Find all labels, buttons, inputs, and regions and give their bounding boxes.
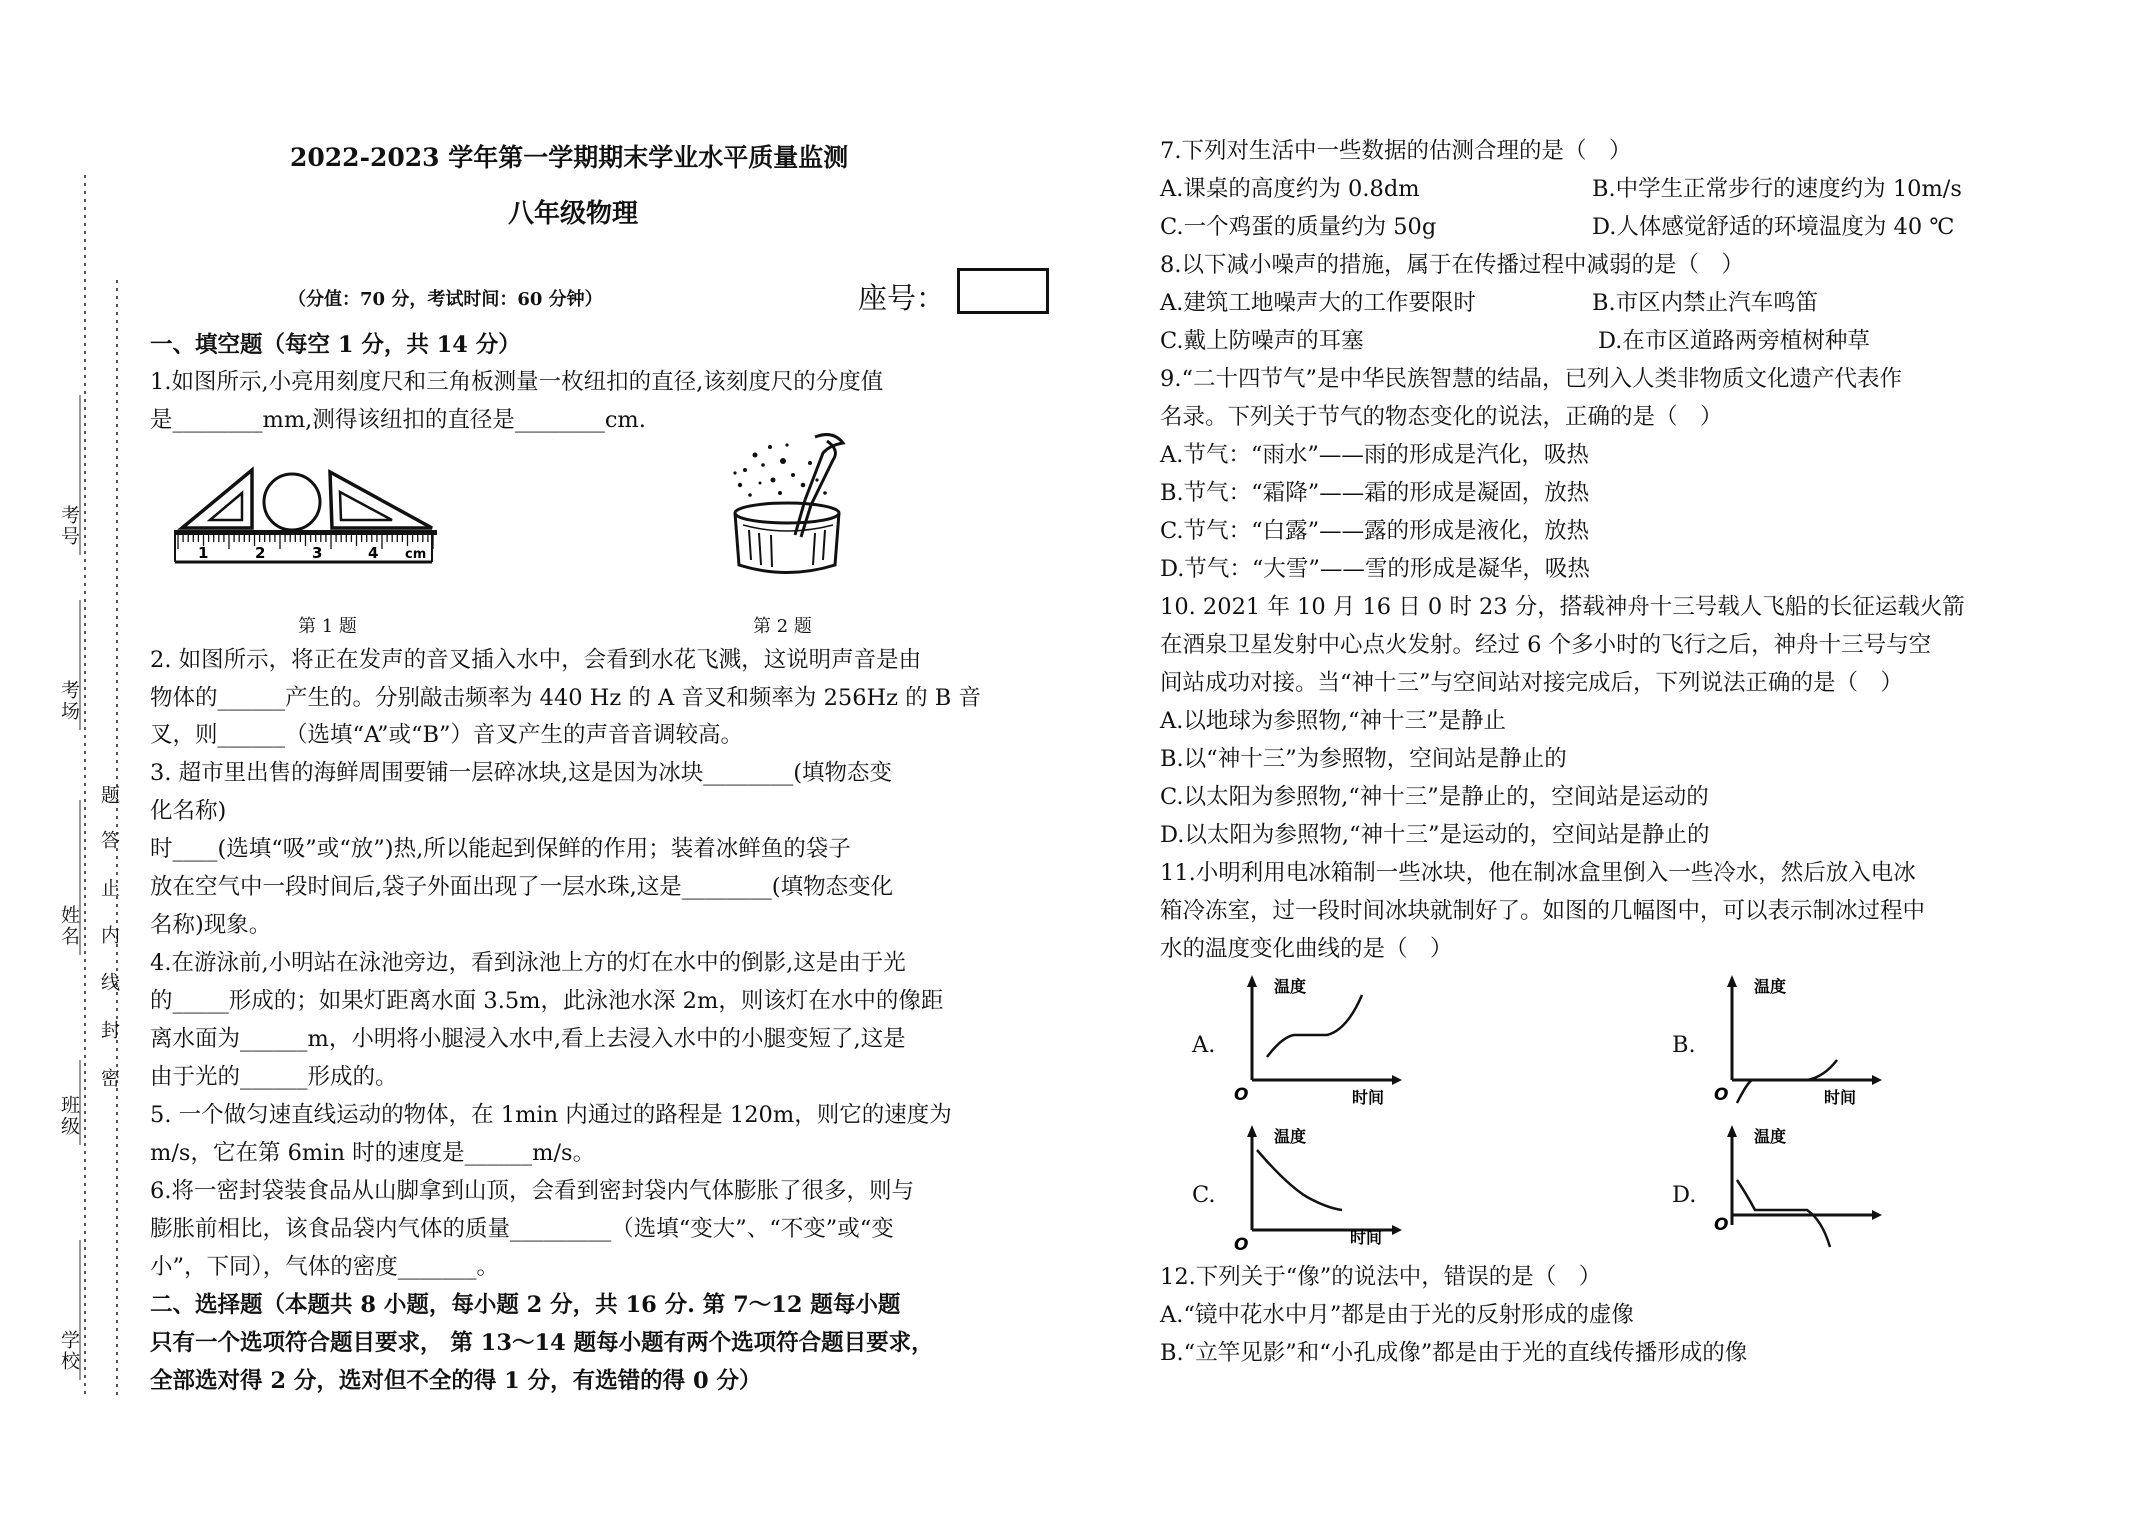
graph-option-label: B.	[1672, 1032, 1696, 1058]
option-text: B.以“神十三”为参照物，空间站是静止的	[1160, 746, 1567, 772]
seal-char: 线	[98, 972, 120, 993]
seal-char: 内	[98, 925, 120, 946]
option-text: D.节气：“大雪”——雪的形成是凝华，吸热	[1160, 556, 1590, 582]
option-text: A.“镜中花水中月”都是由于光的反射形成的虚像	[1160, 1302, 1634, 1328]
question-line: 名称)现象。	[150, 912, 272, 938]
margin-label-school: 学校	[58, 1330, 80, 1372]
graph-x-label: 时间	[1824, 1088, 1857, 1105]
ruler-tick-label: 4	[368, 544, 379, 562]
graph-b	[1712, 975, 1882, 1105]
question-line: 化名称)	[150, 798, 227, 824]
binding-lines	[0, 0, 150, 1517]
section-2-heading: 只有一个选项符合题目要求， 第 13～14 题每小题有两个选项符合题目要求，	[150, 1330, 934, 1356]
margin-label-exam-number: 考号	[58, 505, 80, 547]
option-text: C.一个鸡蛋的质量约为 50g	[1160, 214, 1437, 240]
graph-origin: O	[1714, 1085, 1729, 1105]
option-text: A.课桌的高度约为 0.8dm	[1160, 176, 1420, 202]
ruler-tick-label: 1	[198, 544, 209, 562]
question-line: 7.下列对生活中一些数据的估测合理的是（ ）	[1160, 138, 1632, 164]
option-text: C.以太阳为参照物,“神十三”是静止的，空间站是运动的	[1160, 784, 1709, 810]
graph-c	[1232, 1125, 1402, 1255]
seal-char: 止	[98, 878, 120, 899]
option-text: C.戴上防噪声的耳塞	[1160, 328, 1364, 354]
question-line: 物体的______产生的。分别敲击频率为 440 Hz 的 A 音叉和频率为 256Hz 的 B 音	[150, 685, 981, 711]
question-line: 5. 一个做匀速直线运动的物体，在 1min 内通过的路程是 120m，则它的速度为	[150, 1102, 952, 1128]
seal-char: 答	[98, 830, 120, 851]
option-text: C.节气：“白露”——露的形成是液化，放热	[1160, 518, 1590, 544]
option-text: A.以地球为参照物,“神十三”是静止	[1160, 708, 1507, 734]
figure-2-caption: 第 2 题	[753, 616, 812, 637]
seat-number-box[interactable]	[957, 268, 1049, 314]
graph-a	[1232, 975, 1402, 1105]
question-line: 的_____形成的；如果灯距离水面 3.5m，此泳池水深 2m，则该灯在水中的像距	[150, 988, 944, 1014]
seat-label: 座号：	[858, 281, 946, 315]
margin-label-class: 班级	[58, 1095, 80, 1137]
question-line: 3. 超市里出售的海鲜周围要铺一层碎冰块,这是因为冰块________(填物态变	[150, 760, 893, 786]
question-line: 在酒泉卫星发射中心点火发射。经过 6 个多小时的飞行之后，神舟十三号与空	[1160, 632, 1932, 658]
seal-char: 密	[98, 1068, 120, 1089]
figure-1-caption: 第 1 题	[298, 616, 357, 637]
graph-y-label: 温度	[1754, 977, 1787, 996]
question-line: 1.如图所示,小亮用刻度尺和三角板测量一枚纽扣的直径,该刻度尺的分度值	[150, 369, 884, 395]
question-line: 11.小明利用电冰箱制一些冰块，他在制冰盒里倒入一些冷水，然后放入电冰	[1160, 860, 1916, 886]
option-text: B.“立竿见影”和“小孔成像”都是由于光的直线传播形成的像	[1160, 1340, 1748, 1366]
ruler-tick-label: 2	[255, 544, 266, 562]
question-line: 8.以下减小噪声的措施，属于在传播过程中减弱的是（ ）	[1160, 252, 1744, 278]
question-line: 箱冷冻室，过一段时间冰块就制好了。如图的几幅图中，可以表示制冰过程中	[1160, 898, 1926, 924]
ruler-tick-label: 3	[312, 544, 323, 562]
option-text: D.以太阳为参照物,“神十三”是运动的，空间站是静止的	[1160, 822, 1710, 848]
question-line: 离水面为______m，小明将小腿浸入水中,看上去浸入水中的小腿变短了,这是	[150, 1026, 906, 1052]
graph-y-label: 温度	[1754, 1127, 1787, 1146]
question-line: 4.在游泳前,小明站在泳池旁边，看到泳池上方的灯在水中的倒影,这是由于光	[150, 950, 906, 976]
exam-subtitle: 八年级物理	[508, 199, 639, 229]
graph-option-label: D.	[1672, 1182, 1697, 1208]
margin-label-exam-room: 考场	[58, 680, 80, 722]
question-line: m/s，它在第 6min 时的速度是______m/s。	[150, 1140, 596, 1166]
question-line: 膨胀前相比，该食品袋内气体的质量_________（选填“变大”、“不变”或“变	[150, 1216, 894, 1242]
option-text: A.建筑工地噪声大的工作要限时	[1160, 290, 1476, 316]
option-text: D.在市区道路两旁植树种草	[1598, 328, 1870, 354]
graph-option-label: C.	[1192, 1182, 1216, 1208]
question-line: 12.下列关于“像”的说法中，错误的是（ ）	[1160, 1264, 1602, 1290]
question-line: 叉，则______（选填“A”或“B”）音叉产生的声音音调较高。	[150, 722, 743, 748]
graph-d	[1712, 1125, 1882, 1255]
question-line: 9.“二十四节气”是中华民族智慧的结晶，已列入人类非物质文化遗产代表作	[1160, 366, 1902, 392]
seal-char: 封	[98, 1020, 120, 1041]
option-text: A.节气：“雨水”——雨的形成是汽化，吸热	[1160, 442, 1589, 468]
option-text: B.中学生正常步行的速度约为 10m/s	[1592, 176, 1962, 202]
seal-char: 题	[98, 785, 120, 806]
graph-x-label: 时间	[1350, 1228, 1383, 1247]
ruler-unit-label: cm	[405, 547, 427, 562]
graph-y-label: 温度	[1274, 1127, 1307, 1146]
graph-x-label: 时间	[1352, 1088, 1385, 1105]
option-text: B.节气：“霜降”——霜的形成是凝固，放热	[1160, 480, 1590, 506]
question-line: 水的温度变化曲线的是（ ）	[1160, 936, 1453, 962]
question-line: 放在空气中一段时间后,袋子外面出现了一层水珠,这是________(填物态变化	[150, 874, 894, 900]
graph-origin: O	[1234, 1085, 1249, 1105]
graph-option-label: A.	[1192, 1032, 1216, 1058]
section-1-heading: 一、填空题（每空 1 分，共 14 分）	[150, 332, 521, 358]
question-line: 名录。下列关于节气的物态变化的说法，正确的是（ ）	[1160, 404, 1723, 430]
question-line: 6.将一密封袋装食品从山脚拿到山顶，会看到密封袋内气体膨胀了很多，则与	[150, 1178, 914, 1204]
question-line: 时____(选填“吸”或“放”)热,所以能起到保鲜的作用；装着冰鲜鱼的袋子	[150, 836, 851, 862]
graph-y-label: 温度	[1274, 977, 1307, 996]
question-line: 10. 2021 年 10 月 16 日 0 时 23 分，搭载神舟十三号载人飞船的长征运载火箭	[1160, 594, 1965, 620]
tuning-fork-figure	[715, 425, 865, 580]
section-2-heading: 二、选择题（本题共 8 小题，每小题 2 分，共 16 分. 第 7～12 题每小题	[150, 1292, 901, 1318]
graph-origin: O	[1234, 1235, 1249, 1255]
score-info: （分值：70 分，考试时间：60 分钟）	[288, 289, 603, 310]
question-line: 是________mm,测得该纽扣的直径是________cm.	[150, 407, 646, 433]
ruler-figure	[170, 450, 445, 570]
margin-label-name: 姓名	[58, 905, 80, 947]
exam-title: 2022-2023 学年第一学期期末学业水平质量监测	[290, 143, 849, 172]
question-line: 由于光的______形成的。	[150, 1064, 398, 1090]
question-line: 小”，下同），气体的密度_______。	[150, 1254, 500, 1280]
binding-margin	[0, 0, 150, 1517]
question-line: 间站成功对接。当“神十三”与空间站对接完成后，下列说法正确的是（ ）	[1160, 670, 1904, 696]
graph-origin: O	[1714, 1215, 1729, 1235]
section-2-heading: 全部选对得 2 分，选对但不全的得 1 分，有选错的得 0 分）	[150, 1368, 762, 1394]
question-line: 2. 如图所示，将正在发声的音叉插入水中，会看到水花飞溅，这说明声音是由	[150, 647, 922, 673]
option-text: D.人体感觉舒适的环境温度为 40 ℃	[1592, 214, 1955, 240]
option-text: B.市区内禁止汽车鸣笛	[1592, 290, 1819, 316]
